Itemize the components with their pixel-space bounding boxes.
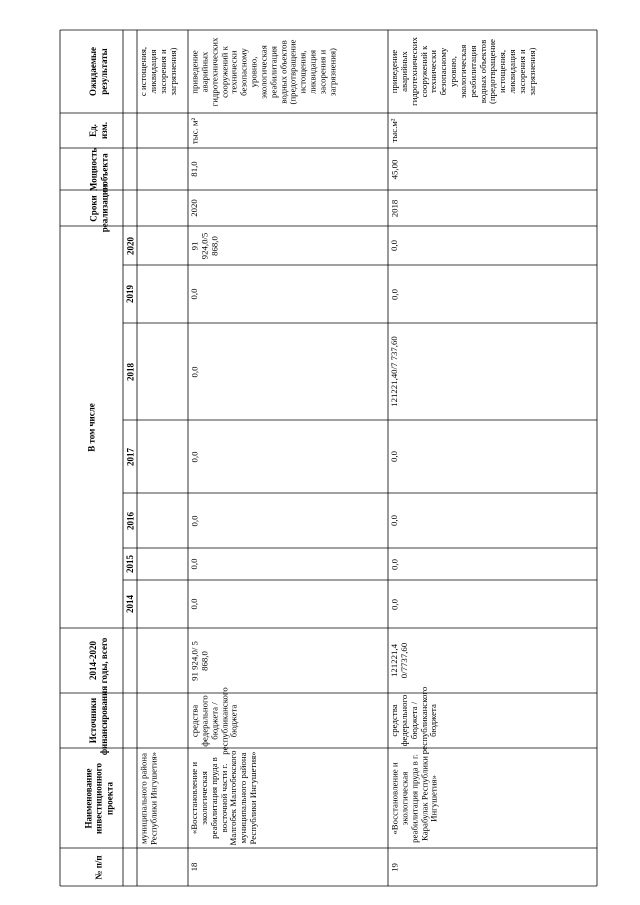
expected-results: с истощения, ликвидация засорения и загрязнения) [138, 46, 178, 97]
row-number: 18 [189, 862, 199, 872]
header-financing-source: Источники финансирования [88, 685, 109, 756]
unit-of-measure: тыс. м² [189, 117, 199, 144]
header-capacity: Мощность объекта [88, 147, 109, 191]
expected-results: приведение аварийных гидротехнических сооружений к технически безопасному уровню, экологическая реабилитация водных объектов (предотвращение истощения, ликвидация засорения и загрязнения) [189, 37, 337, 106]
year-amount: 0,0 [189, 515, 199, 526]
year-amount: 0,0 [389, 598, 399, 610]
year-amount: 0,0 [389, 515, 399, 526]
year-amount: 0,0 [189, 598, 199, 610]
header-year-2016: 2016 [124, 511, 135, 530]
header-year-2015: 2015 [124, 555, 135, 573]
project-name: «Восстановление и экологическая реабилитация пруда в восточной части г. Малгобек Малгобекского муниципального района Республики Ингушетия» [189, 750, 259, 846]
year-amount: 0,0 [389, 240, 399, 251]
header-year-2014: 2014 [124, 595, 135, 613]
header-expected-results: Ожидаемые результаты [88, 46, 109, 97]
header-project-name: Наименование инвестиционного проекта [83, 762, 114, 834]
year-amount: 0,0 [189, 558, 199, 570]
year-amount: 0,0 [189, 451, 199, 462]
header-unit: Ед. изм. [88, 121, 109, 140]
expected-results: приведение аварийных гидротехнических сооружений к технически безопасному уровню, экологическая реабилитация водных объектов (предотвращение истощения, ликвидация засорения и загрязнения) [389, 37, 537, 106]
header-num: № п/п [93, 854, 104, 880]
object-capacity: 81,0 [189, 161, 199, 177]
year-amount: 0,0 [389, 288, 399, 300]
row-number: 19 [389, 862, 399, 872]
year-amount: 121221,40/7 737,60 [389, 336, 399, 407]
header-including: В том числе [86, 402, 97, 452]
object-capacity: 45,00 [389, 159, 399, 179]
year-amount: 0,0 [389, 451, 399, 462]
total-amount: 121221,4 0/7737,60 [389, 642, 409, 679]
financing-source: средства федерального бюджета / республиканского бюджета [389, 686, 439, 755]
unit-of-measure: тыс.м² [389, 118, 399, 143]
header-term: Сроки реализации [88, 184, 109, 232]
header-year-2018: 2018 [124, 362, 135, 381]
financing-source: средства федерального бюджета / республиканского бюджета [189, 686, 239, 755]
project-name: «Восстановление и экологическая реабилитация пруда в г. Карабулак Республики Ингушетия» [389, 753, 439, 843]
header-year-2019: 2019 [124, 285, 135, 303]
year-amount: 91 924,0/5 868,0 [189, 232, 219, 259]
header-year-2020: 2020 [124, 236, 135, 255]
implementation-term: 2020 [189, 199, 199, 217]
project-name: муниципального района Республики Ингушетия» [138, 751, 158, 845]
implementation-term: 2018 [389, 199, 399, 217]
year-amount: 0,0 [189, 288, 199, 300]
header-total: 2014-2020 годы, всего [88, 637, 109, 684]
header-year-2017: 2017 [124, 447, 135, 466]
total-amount: 91 924,0/ 5 868,0 [189, 640, 209, 681]
year-amount: 0,0 [389, 558, 399, 570]
year-amount: 0,0 [189, 366, 199, 377]
